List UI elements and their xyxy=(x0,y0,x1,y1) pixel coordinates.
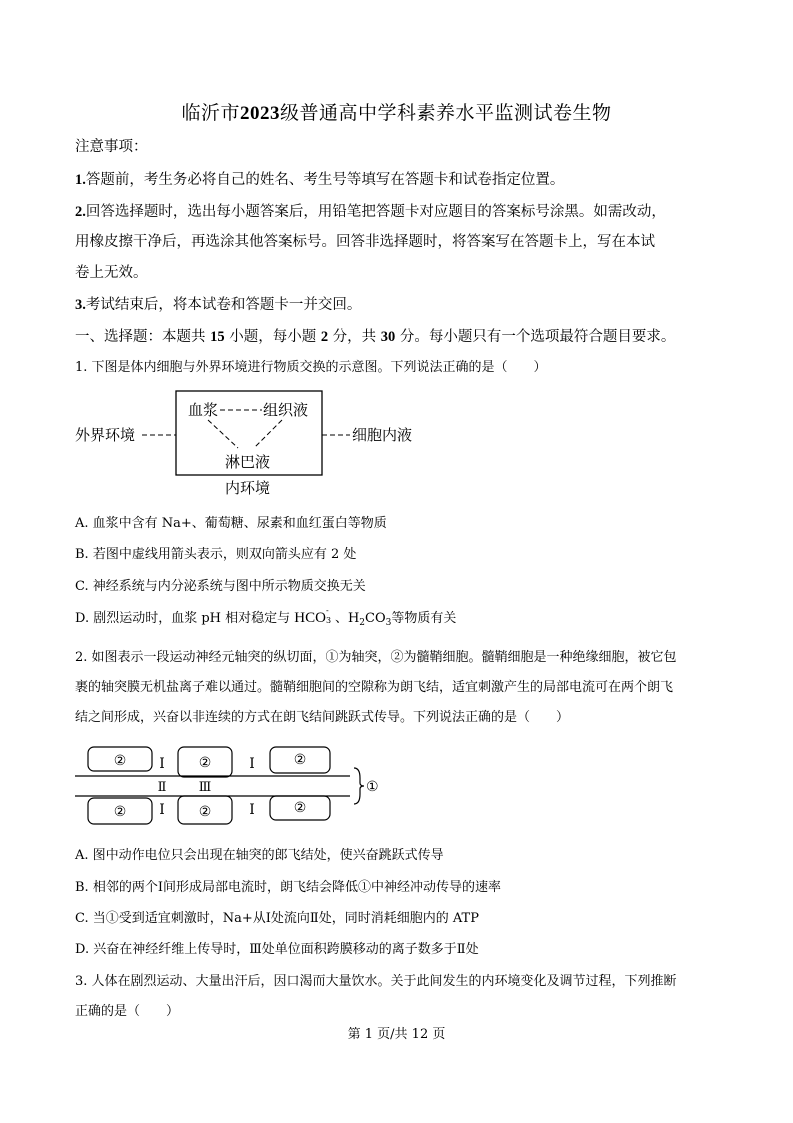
section-heading: 一、选择题：本题共 15 小题，每小题 2 分，共 30 分。每小题只有一个选项最符合题目要求。 xyxy=(75,329,676,345)
label-node-top-1: Ⅰ xyxy=(159,756,165,772)
label-sheath-bottom-2: ② xyxy=(198,804,212,820)
label-sheath-top-3: ② xyxy=(293,752,307,768)
label-region-ii: Ⅱ xyxy=(157,780,167,795)
question-2-stem-line-2: 裹的轴突膜无机盐离子难以通过。髓鞘细胞间的空隙称为朗飞结，适宜刺激产生的局部电流可在两个朗飞 xyxy=(75,680,674,695)
label-region-iii: Ⅲ xyxy=(198,780,212,795)
q2-option-a: A. 图中动作电位只会出现在轴突的郎飞结处，使兴奋跳跃式传导 xyxy=(75,848,444,863)
notice-item-2: 2.回答选择题时，选出每小题答案后，用铅笔把答题卡对应题目的答案标号涂黑。如需改动， xyxy=(75,204,666,220)
label-tissue-fluid: 组织液 xyxy=(263,401,309,419)
internal-environment-diagram xyxy=(70,385,450,500)
label-sheath-top-1: ② xyxy=(113,753,127,769)
label-sheath-bottom-3: ② xyxy=(293,800,307,816)
label-node-top-2: Ⅰ xyxy=(249,756,255,772)
notice-heading: 注意事项： xyxy=(75,139,148,155)
q1-option-d: D. 剧烈运动时，血浆 pH 相对稳定与 HCO - 3 、$H_2CO_3$等物质有关 xyxy=(75,606,457,628)
label-outer-env: 外界环境 xyxy=(75,426,136,444)
dash-tissue-lymph xyxy=(254,420,282,448)
label-sheath-top-2: ② xyxy=(198,755,212,771)
label-plasma: 血浆 xyxy=(188,401,219,419)
label-lymph: 淋巴液 xyxy=(225,453,271,471)
label-sheath-bottom-1: ② xyxy=(113,804,127,820)
page-title: 临沂市2023级普通高中学科素养水平监测试卷生物 xyxy=(181,102,612,124)
q1-option-b: B. 若图中虚线用箭头表示，则双向箭头应有 2 处 xyxy=(75,547,357,562)
q2-option-c: C. 当①受到适宜刺激时，Na+从Ⅰ处流向Ⅱ处，同时消耗细胞内的 ATP xyxy=(75,911,479,926)
dash-plasma-lymph xyxy=(208,420,238,448)
notice-item-2-line-2: 用橡皮擦干净后，再选涂其他答案标号。回答非选择题时，将答案写在答题卡上，写在本试 xyxy=(75,234,655,250)
question-2-stem-line-1: 2. 如图表示一段运动神经元轴突的纵切面，①为轴突，②为髓鞘细胞。髓鞘细胞是一种绝缘细胞，被它包 xyxy=(75,650,677,665)
notice-item-2-line-3: 卷上无效。 xyxy=(75,265,148,281)
label-node-bottom-2: Ⅰ xyxy=(249,802,255,818)
axon-brace xyxy=(354,768,364,804)
q2-option-d: D. 兴奋在神经纤维上传导时，Ⅲ处单位面积跨膜移动的离子数多于Ⅱ处 xyxy=(75,942,479,957)
question-3-stem-line-1: 3. 人体在剧烈运动、大量出汗后，因口渴而大量饮水。关于此间发生的内环境变化及调节过程，下列推断 xyxy=(75,974,677,989)
question-2-stem-line-3: 结之间形成，兴奋以非连续的方式在朗飞结间跳跃式传导。下列说法正确的是（ ） xyxy=(75,710,570,725)
label-cell-fluid: 细胞内液 xyxy=(352,426,413,444)
label-node-bottom-1: Ⅰ xyxy=(159,802,165,818)
label-internal-env: 内环境 xyxy=(225,479,271,497)
label-axon: ① xyxy=(366,779,379,795)
page-footer: 第 1 页/共 12 页 xyxy=(347,1027,446,1042)
q2-option-b: B. 相邻的两个Ⅰ间形成局部电流时，朗飞结会降低①中神经冲动传导的速率 xyxy=(75,880,501,895)
notice-item-3: 3.考试结束后，将本试卷和答题卡一并交回。 xyxy=(75,297,362,313)
axon-myelin-diagram xyxy=(70,740,400,830)
q1-option-a: A. 血浆中含有 Na+、葡萄糖、尿素和血红蛋白等物质 xyxy=(75,516,387,531)
question-3-stem-line-2: 正确的是（ ） xyxy=(75,1004,180,1019)
q1-option-c: C. 神经系统与内分泌系统与图中所示物质交换无关 xyxy=(75,579,366,594)
notice-item-1: 1.答题前，考生务必将自己的姓名、考生号等填写在答题卡和试卷指定位置。 xyxy=(75,172,565,188)
question-1-stem: 1. 下图是体内细胞与外界环境进行物质交换的示意图。下列说法正确的是（ ） xyxy=(75,360,547,375)
